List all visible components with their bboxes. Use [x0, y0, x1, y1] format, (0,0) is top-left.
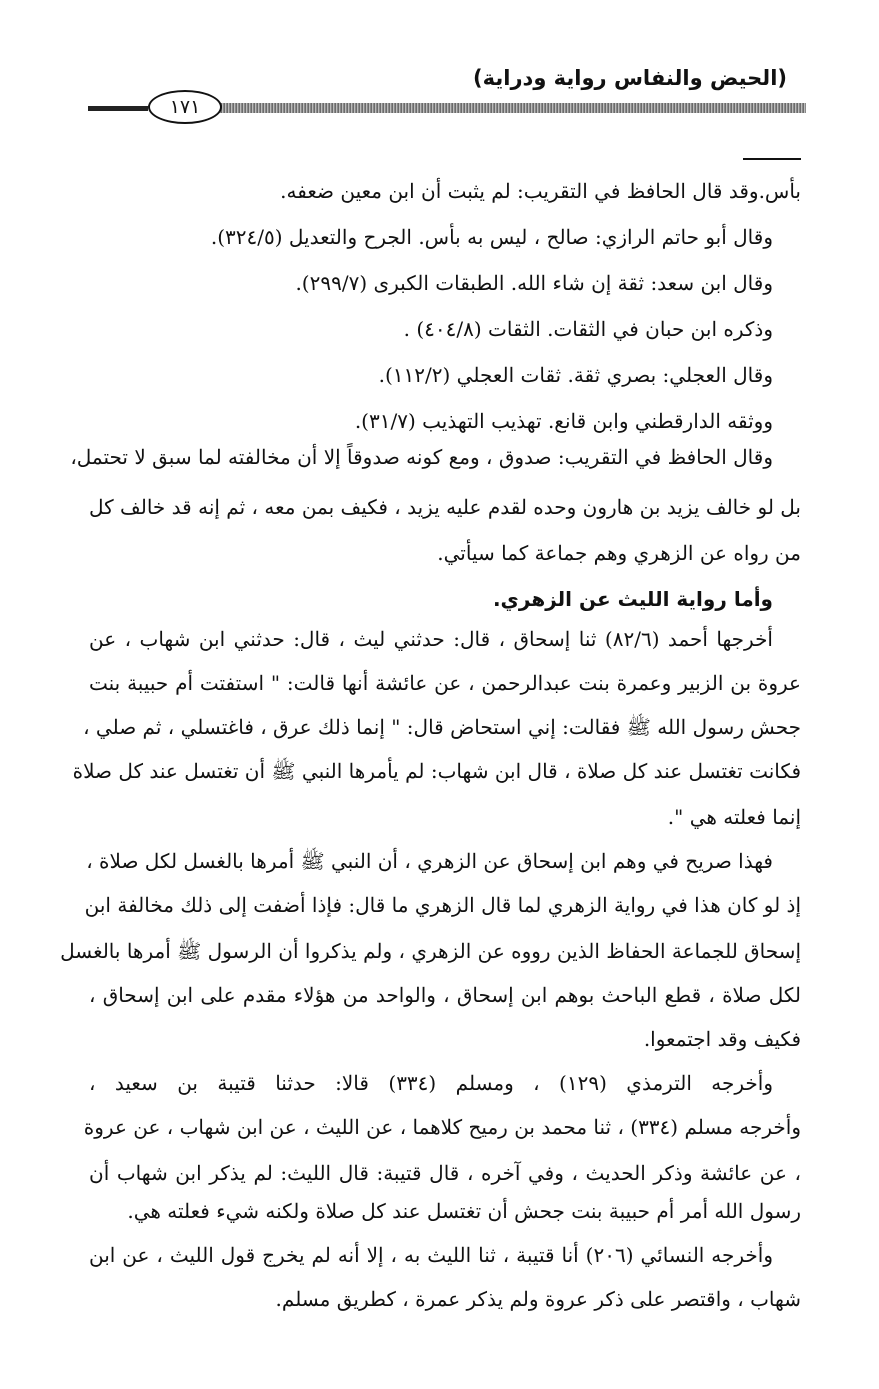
text-line: جحش رسول الله ﷺ فقالت: إني استحاض قال: " إنما ذلك عرق ، فاغتسلي ، ثم صلي ،: [83, 715, 801, 739]
text-line: بل لو خالف يزيد بن هارون وحده لقدم عليه يزيد ، فكيف بمن معه ، ثم إنه قد خالف كل: [89, 495, 801, 519]
text-line: وقال ابن سعد: ثقة إن شاء الله. الطبقات الكبرى (٢٩٩/٧).: [295, 271, 773, 295]
text-line: بأس.وقد قال الحافظ في التقريب: لم يثبت أن ابن معين ضعفه.: [280, 179, 801, 203]
header-rule-left: [88, 106, 148, 111]
text-line: أخرجها أحمد (٨٢/٦) ثنا إسحاق ، قال: حدثني ليث ، قال: حدثني ابن شهاب ، عن: [89, 627, 773, 651]
text-line: وذكره ابن حبان في الثقات. الثقات (٤٠٤/٨) .: [403, 317, 773, 341]
text-line: إنما فعلته هي ".: [667, 805, 801, 829]
text-line: إسحاق للجماعة الحفاظ الذين رووه عن الزهري ، ولم يذكروا أن الرسول ﷺ أمرها بالغسل: [60, 939, 801, 963]
text-line: ووثقه الدارقطني وابن قانع. تهذيب التهذيب (٣١/٧).: [354, 409, 773, 433]
text-line: رسول الله أمر أم حبيبة بنت جحش أن تغتسل عند كل صلاة ولكنه شيء فعلته هي.: [127, 1199, 801, 1223]
text-line: فهذا صريح في وهم ابن إسحاق عن الزهري ، أن النبي ﷺ أمرها بالغسل لكل صلاة ،: [86, 849, 773, 873]
text-line: عروة بن الزبير وعمرة بنت عبدالرحمن ، عن عائشة أنها قالت: " استفتت أم حبيبة بنت: [89, 671, 801, 695]
page-number: ١٧١: [148, 90, 222, 124]
text-line: وأخرجه مسلم (٣٣٤) ، ثنا محمد بن رميح كلاهما ، عن الليث ، عن ابن شهاب ، عن عروة: [83, 1115, 801, 1139]
text-line: وقال أبو حاتم الرازي: صالح ، ليس به بأس. الجرح والتعديل (٣٢٤/٥).: [210, 225, 773, 249]
running-title: (الحيض والنفاس رواية ودراية): [473, 66, 787, 90]
text-line: فكيف وقد اجتمعوا.: [643, 1027, 801, 1051]
text-line: وأخرجه الترمذي (١٢٩) ، ومسلم (٣٣٤) قالا: حدثنا قتيبة بن سعيد ،: [89, 1071, 773, 1095]
header-rule: [218, 103, 806, 113]
text-line: فكانت تغتسل عند كل صلاة ، قال ابن شهاب: لم يأمرها النبي ﷺ أن تغتسل عند كل صلاة: [72, 759, 801, 783]
text-line: إذ لو كان هذا في رواية الزهري لما قال الزهري ما قال: فإذا أضفت إلى ذلك مخالفة ابن: [84, 893, 801, 917]
text-line: وقال العجلي: بصري ثقة. ثقات العجلي (١١٢/٢).: [378, 363, 773, 387]
text-line: شهاب ، واقتصر على ذكر عروة ولم يذكر عمرة ، كطريق مسلم.: [275, 1287, 801, 1311]
text-line: من رواه عن الزهري وهم جماعة كما سيأتي.: [437, 541, 801, 565]
section-heading: وأما رواية الليث عن الزهري.: [492, 587, 773, 611]
text-line: وأخرجه النسائي (٢٠٦) أنا قتيبة ، ثنا الليث به ، إلا أنه لم يخرج قول الليث ، عن ابن: [89, 1243, 774, 1267]
text-line: ، عن عائشة وذكر الحديث ، وفي آخره ، قال قتيبة: قال الليث: لم يذكر ابن شهاب أن: [89, 1161, 801, 1185]
text-line: وقال الحافظ في التقريب: صدوق ، ومع كونه صدوقاً إلا أن مخالفته لما سبق لا تحتمل،: [70, 445, 773, 469]
text-line: لكل صلاة ، قطع الباحث بوهم ابن إسحاق ، والواحد من هؤلاء مقدم على ابن إسحاق ،: [89, 983, 801, 1007]
footnote-separator: [743, 158, 801, 160]
